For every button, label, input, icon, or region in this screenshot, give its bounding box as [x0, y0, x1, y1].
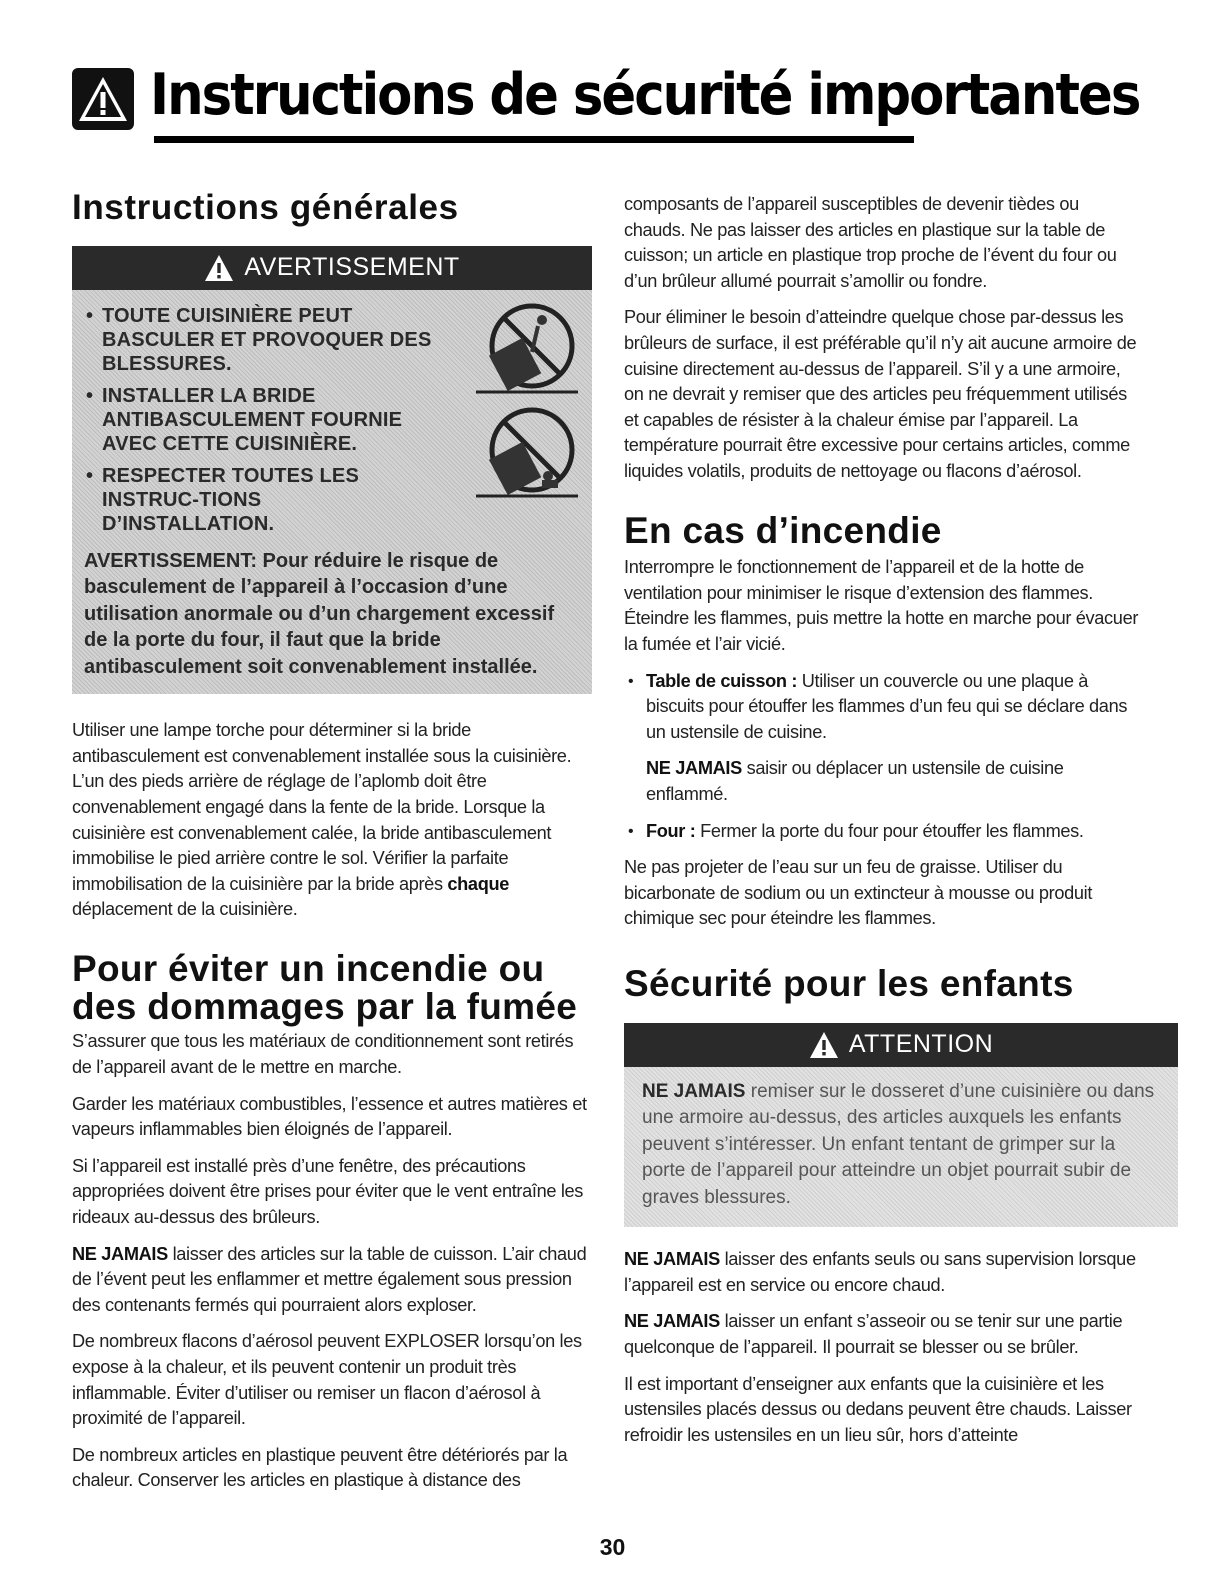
warning-item: • TOUTE CUISINIÈRE PEUT BASCULER ET PROVOQUER DES BLESSURES.: [84, 304, 432, 376]
text-span: remiser sur le dosseret d’une cuisinière ou dans une armoire au-dessus, des articles auxquels les enfants peuvent s’intéresser. Un enfant tentant de grimper sur la porte de l’appareil pour atteindre un objet pourrait subir de graves blessures.: [642, 1080, 1155, 1208]
paragraph: Pour éliminer le besoin d’atteindre quelque chose par-dessus les brûleurs de surface, il est préférable qu’il n’y ait aucune armoire de cuisine directement au-dessus de l’appareil. S’il y a une armoire, on ne devrait y remiser que des articles peu fréquemment utilisés et capables de résister à la chaleur émise par l’appareil. La température pourrait être excessive pour certains articles, comme liquides volatils, produits de nettoyage ou flacons d’aérosol.: [624, 307, 1137, 481]
warning-triangle-icon: [809, 1031, 839, 1059]
tip-over-child-pictogram-icon: [466, 406, 578, 502]
text-span: laisser des enfants seuls ou sans supervision lorsque l’appareil est en service ou encore chaud.: [624, 1249, 1136, 1295]
paragraph: Il est important d’enseigner aux enfants que la cuisinière et les ustensiles placés dessus ou dedans peuvent être chauds. Laisser refroidir les ustensiles en un lieu sûr, hors d’atteinte: [624, 1373, 1132, 1445]
paragraph: De nombreux flacons d’aérosol peuvent EXPLOSER lorsqu’on les expose à la chaleur, et ils peuvent contenir un produit très inflammable. Éviter d’utiliser ou remiser un flacon d’aérosol à proximité de l’appareil.: [72, 1331, 582, 1429]
warning-triangle-icon: [204, 254, 234, 282]
text-span: Fermer la porte du four pour étouffer les flammes.: [700, 820, 1084, 841]
text-span: laisser des articles sur la table de cuisson. L’air chaud de l’évent peut les enflammer et mettre également sous pression des contenants fermés qui pourraient alors exploser.: [72, 1243, 587, 1315]
paragraph: Ne pas projeter de l’eau sur un feu de graisse. Utiliser du bicarbonate de sodium ou un extincteur à mousse ou produit chimique sec pour éteindre les flammes.: [624, 857, 1093, 929]
bullet-paragraph: [646, 819, 1144, 845]
bullet-label: Table de cuisson :: [646, 670, 798, 691]
attention-box: [624, 1023, 1178, 1228]
left-column: [72, 190, 594, 1505]
right-column: [624, 192, 1155, 1459]
heading-fire-smoke: Pour éviter un incendie ou des dommages par la fumée: [72, 947, 578, 1027]
bullet-label: Four :: [646, 820, 696, 841]
paragraph-never-sit-on-appliance: [624, 1309, 1144, 1360]
never-label: NE JAMAIS: [646, 758, 742, 779]
page-number: 30: [599, 1534, 626, 1560]
paragraph: Interrompre le fonctionnement de l’appareil et de la hotte de ventilation pour minimiser le risque d’extension des flammes. Éteindre les flammes, puis mettre la hotte en marche pour évacuer la fumée et l’air vicié.: [624, 557, 1139, 655]
emphasis-word: chaque: [447, 873, 509, 894]
list-item: [624, 669, 1144, 808]
heading-general-instructions: Instructions générales: [72, 188, 459, 227]
text-span: Utiliser un couvercle ou une plaque à biscuits pour étouffer les flammes d’un feu qui se déclare dans un ustensile de cuisine.: [646, 670, 1128, 742]
paragraph: Si l’appareil est installé près d’une fenêtre, des précautions appropriées doivent être prises pour éviter que le vent entraîne les rideaux au-dessus des brûleurs.: [72, 1155, 584, 1227]
warning-icon: [72, 68, 134, 130]
attention-text: [624, 1067, 1178, 1228]
paragraph: Garder les matériaux combustibles, l’essence et autres matières et vapeurs inflammables bien éloignés de l’appareil.: [72, 1093, 587, 1140]
never-label: NE JAMAIS: [624, 1249, 720, 1270]
attention-label: ATTENTION: [848, 1030, 994, 1059]
bullet-paragraph: [646, 669, 1144, 746]
bullet-sub-paragraph: [646, 756, 1144, 807]
warning-label: AVERTISSEMENT: [244, 253, 460, 282]
never-label: NE JAMAIS: [72, 1243, 168, 1264]
list-item: [624, 819, 1144, 845]
paragraph: S’assurer que tous les matériaux de conditionnement sont retirés de l’appareil avant de le mettre en marche.: [72, 1031, 574, 1077]
paragraph: composants de l’appareil susceptibles de devenir tièdes ou chauds. Ne pas laisser des articles en plastique sur la table de cuisson; un article en plastique trop proche de l’évent du four ou d’un brûleur allumé pourrait s’amollir ou fondre.: [624, 194, 1117, 291]
warning-text: AVERTISSEMENT: Pour réduire le risque de basculement de l’appareil à l’occasion d’une utilisation anormale ou d’un chargement excessif de la porte du four, il faut que la bride antibasculement soit convenablement installée.: [84, 549, 555, 678]
paragraph-never-leave-children: [624, 1247, 1144, 1298]
page-header: [72, 60, 1140, 150]
paragraph-anti-tip-check: [72, 718, 594, 923]
fire-bullet-list: [624, 669, 1144, 845]
never-label: NE JAMAIS: [642, 1080, 746, 1102]
title-underline: [154, 136, 914, 143]
heading-child-safety: Sécurité pour les enfants: [624, 962, 1074, 1004]
tip-over-pictogram-icon: [466, 302, 578, 398]
text-span: Utiliser une lampe torche pour déterminer si la bride antibasculement est convenablement installée sous la cuisinière. L’un des pieds arrière de réglage de l’aplomb doit être convenablement engagé dans la fente de la bride. Lorsque la cuisinière est convenablement calée, la bride antibasculement immobilise le pied arrière contre le sol. Vérifier la parfaite immobilisation de la cuisinière par la bride après: [72, 720, 572, 894]
text-span: laisser un enfant s’asseoir ou se tenir sur une partie quelconque de l’appareil. Il pourrait se blesser ou se brûler.: [624, 1311, 1123, 1357]
text-span: déplacement de la cuisinière.: [72, 899, 298, 920]
warning-box: [72, 246, 592, 695]
text-span: saisir ou déplacer un ustensile de cuisine enflammé.: [646, 758, 1064, 805]
warning-banner: [72, 246, 592, 290]
warning-item: • INSTALLER LA BRIDE ANTIBASCULEMENT FOURNIE AVEC CETTE CUISINIÈRE.: [84, 384, 432, 456]
attention-banner: [624, 1023, 1178, 1067]
paragraph-never-leave-items: [72, 1242, 594, 1319]
warning-item: • RESPECTER TOUTES LES INSTRUC-TIONS D’INSTALLATION.: [84, 464, 432, 536]
page-title: Instructions de sécurité importantes: [150, 62, 1140, 128]
never-label: NE JAMAIS: [624, 1311, 720, 1332]
paragraph: De nombreux articles en plastique peuvent être détériorés par la chaleur. Conserver les articles en plastique à distance des: [72, 1444, 568, 1491]
heading-in-case-of-fire: En cas d’incendie: [624, 509, 942, 551]
